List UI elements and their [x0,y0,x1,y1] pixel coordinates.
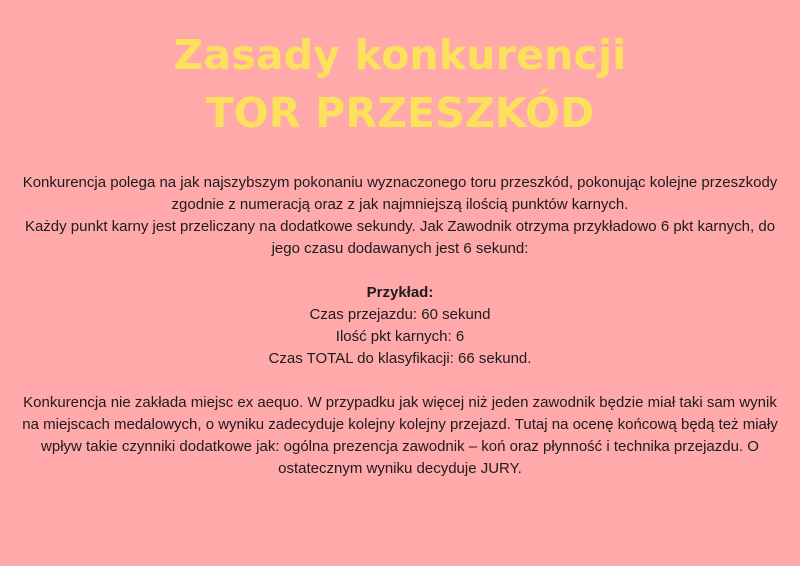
example-line-1: Czas przejazdu: 60 sekund [309,306,491,323]
example-line-2: Ilość pkt karnych: 6 [335,328,465,345]
intro-paragraph-2: Każdy punkt karny jest przeliczany na dodatkowe sekundy. Jak Zawodnik otrzyma przykładowo 6 pkt karnych, do jego czasu dodawanych jest 6 sekund: [24,218,776,257]
closing-paragraph: Konkurencja nie zakłada miejsc ex aequo. W przypadku jak więcej niż jeden zawodnik będzie miał taki sam wynik na miejscach medalowych, o wyniku zadecyduje kolejny kolejny przejazd. Tutaj na ocenę końcową będą też miały wpływ takie czynniki dodatkowe jak: ogólna prezencja zawodnik – koń oraz płynność i technika przejazdu. O ostatecznym wyniku decyduje JURY. [22,394,778,477]
intro-paragraph-1: Konkurencja polega na jak najszybszym pokonaniu wyznaczonego toru przeszkód, pokonując kolejne przeszkody zgodnie z numeracją oraz z jak najmniejszą ilością punktów karnych. [22,174,778,213]
title-line-2: TOR PRZESZKÓD [205,89,595,137]
example-heading: Przykład: [366,284,434,301]
spacer [15,370,785,392]
rules-text [15,172,785,480]
spacer [15,260,785,282]
title-line-1: Zasady konkurencji [173,31,627,79]
page-title [0,26,800,142]
example-line-3: Czas TOTAL do klasyfikacji: 66 sekund. [268,350,532,367]
